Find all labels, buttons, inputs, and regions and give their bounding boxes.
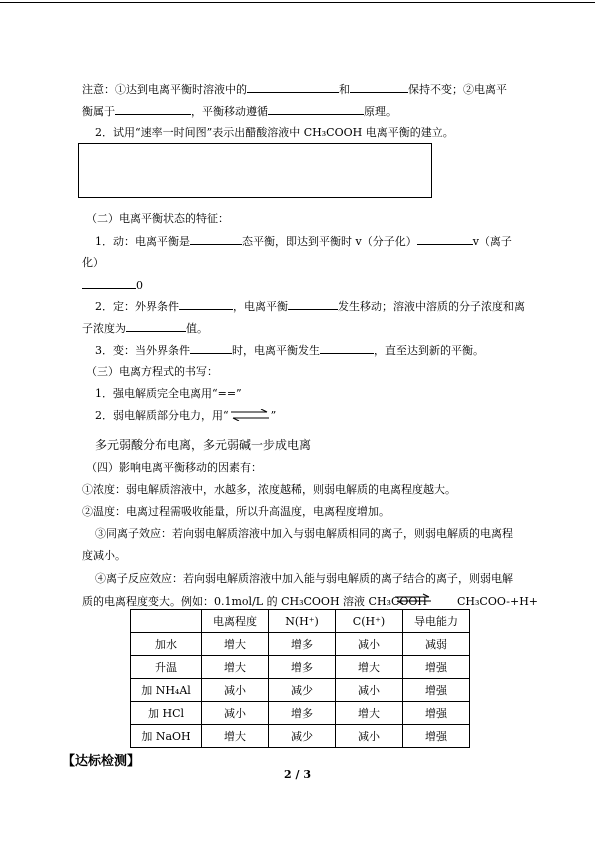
table-cell: 增大 [336,656,403,679]
table-row [131,702,470,725]
table-cell: 减小 [336,633,403,656]
blank [179,298,233,310]
table-cell: 增大 [202,633,269,656]
feature-bian [95,342,484,358]
note-line-2 [82,103,397,119]
factor-common-ion: ③同离子效应：若向弱电解质溶液中加入与弱电解质相同的离子，则弱电解质的电离程 [95,527,513,540]
table-header-cell: N(H⁺) [269,610,336,633]
strong-electrolyte: 1．强电解质完全电离用“==” [95,387,242,400]
table-row [131,725,470,748]
table-cell: 增多 [269,633,336,656]
table-cell: 减小 [336,679,403,702]
text: 态平衡，即达到平衡时 v（分子化） [242,235,417,248]
text: ，直至达到新的平衡。 [374,344,484,357]
effect-table [130,609,470,748]
page-number: 2 / 3 [284,768,311,781]
blank [115,103,191,115]
table-cell: 加 NaOH [131,725,202,748]
blank [268,103,364,115]
table-cell: 减小 [202,679,269,702]
blank [82,277,136,289]
table-cell: 增多 [269,702,336,725]
feature-ding [95,298,525,314]
text: 2．定：外界条件 [95,300,179,313]
blank [126,320,186,332]
table-cell: 加 HCl [131,702,202,725]
table-cell: 增强 [403,702,470,725]
note-text: 和 [339,83,350,96]
blank [247,81,339,93]
text: 子浓度为 [82,322,126,335]
table-cell: 减少 [269,679,336,702]
table-cell: 增强 [403,725,470,748]
table-cell: 减小 [202,702,269,725]
table-cell: 增强 [403,656,470,679]
reversible-arrow-icon [229,409,271,421]
section-title: （二）电离平衡状态的特征： [86,212,229,225]
table-cell: 加 NH₄Al [131,679,202,702]
drawing-box [78,143,432,198]
factor-concentration: ①浓度：弱电解质溶液中，水越多，浓度越稀，则弱电解质的电离程度越大。 [82,483,456,496]
note-text: 原理。 [364,105,397,118]
blank [190,233,242,245]
table-cell: 增多 [269,656,336,679]
section-title: （三）电离方程式的书写： [86,365,218,378]
text: ” [270,409,277,422]
table-header-row [131,610,470,633]
multi-acid-note: 多元弱酸分布电离，多元弱碱一步成电离 [95,438,312,452]
feature-dong-cont: 化） [82,256,104,269]
table-cell: 减弱 [403,633,470,656]
note-text: ，平衡移动遵循 [191,105,268,118]
table-row [131,633,470,656]
note-text: 保持不变；②电离平 [408,83,507,96]
section-heading: 【达标检测】 [62,754,141,769]
table-cell: 减小 [336,725,403,748]
table-cell: 减少 [269,725,336,748]
reversible-arrow-icon [393,593,433,605]
table-row [131,679,470,702]
text: 质的电离程度变大。例如：0.1mol/L 的 CH₃COOH 溶液 CH₃COOH [82,595,427,608]
feature-ding-cont [82,320,208,336]
text: CH₃COO-+H+ [457,595,539,608]
blank [288,298,338,310]
note-line-1 [82,81,507,97]
table-cell: 增大 [202,656,269,679]
table-header-cell: 电离程度 [202,610,269,633]
text: 0 [136,279,143,292]
text: 1．动：电离平衡是 [95,235,190,248]
table-cell: 增强 [403,679,470,702]
section-title: （四）影响电离平衡移动的因素有： [86,461,262,474]
factor-common-ion-cont: 度减小。 [82,549,126,562]
table-cell: 增大 [202,725,269,748]
text: ，电离平衡 [233,300,288,313]
table-cell: 加水 [131,633,202,656]
blank [350,81,408,93]
factor-ion-reaction-cont [82,593,538,609]
blank [190,342,232,354]
note-text: 注意：①达到电离平衡时溶液中的 [82,83,247,96]
feature-dong-zero [82,277,143,293]
factor-temperature: ②温度：电离过程需吸收能量，所以升高温度，电离程度增加。 [82,505,390,518]
weak-electrolyte [95,408,276,423]
item-2: 2．试用“速率一时间图”表示出醋酸溶液中 CH₃COOH 电离平衡的建立。 [95,126,454,139]
text: 3．变：当外界条件 [95,344,190,357]
table-cell: 增大 [336,702,403,725]
table-row [131,656,470,679]
text: 发生移动；溶液中溶质的分子浓度和离 [338,300,525,313]
top-rule [0,2,595,3]
table-cell: 升温 [131,656,202,679]
blank [320,342,374,354]
text: v（离子 [472,235,512,248]
table-header-cell: 导电能力 [403,610,470,633]
blank [417,233,473,245]
text: 时，电离平衡发生 [232,344,320,357]
text: 值。 [186,322,208,335]
table-header-cell: C(H⁺) [336,610,403,633]
feature-dong [95,233,512,249]
table-header-cell [131,610,202,633]
note-text: 衡属于 [82,105,115,118]
factor-ion-reaction: ④离子反应效应：若向弱电解质溶液中加入能与弱电解质的离子结合的离子，则弱电解 [95,572,513,585]
text: 2．弱电解质部分电力，用“ [95,409,229,422]
